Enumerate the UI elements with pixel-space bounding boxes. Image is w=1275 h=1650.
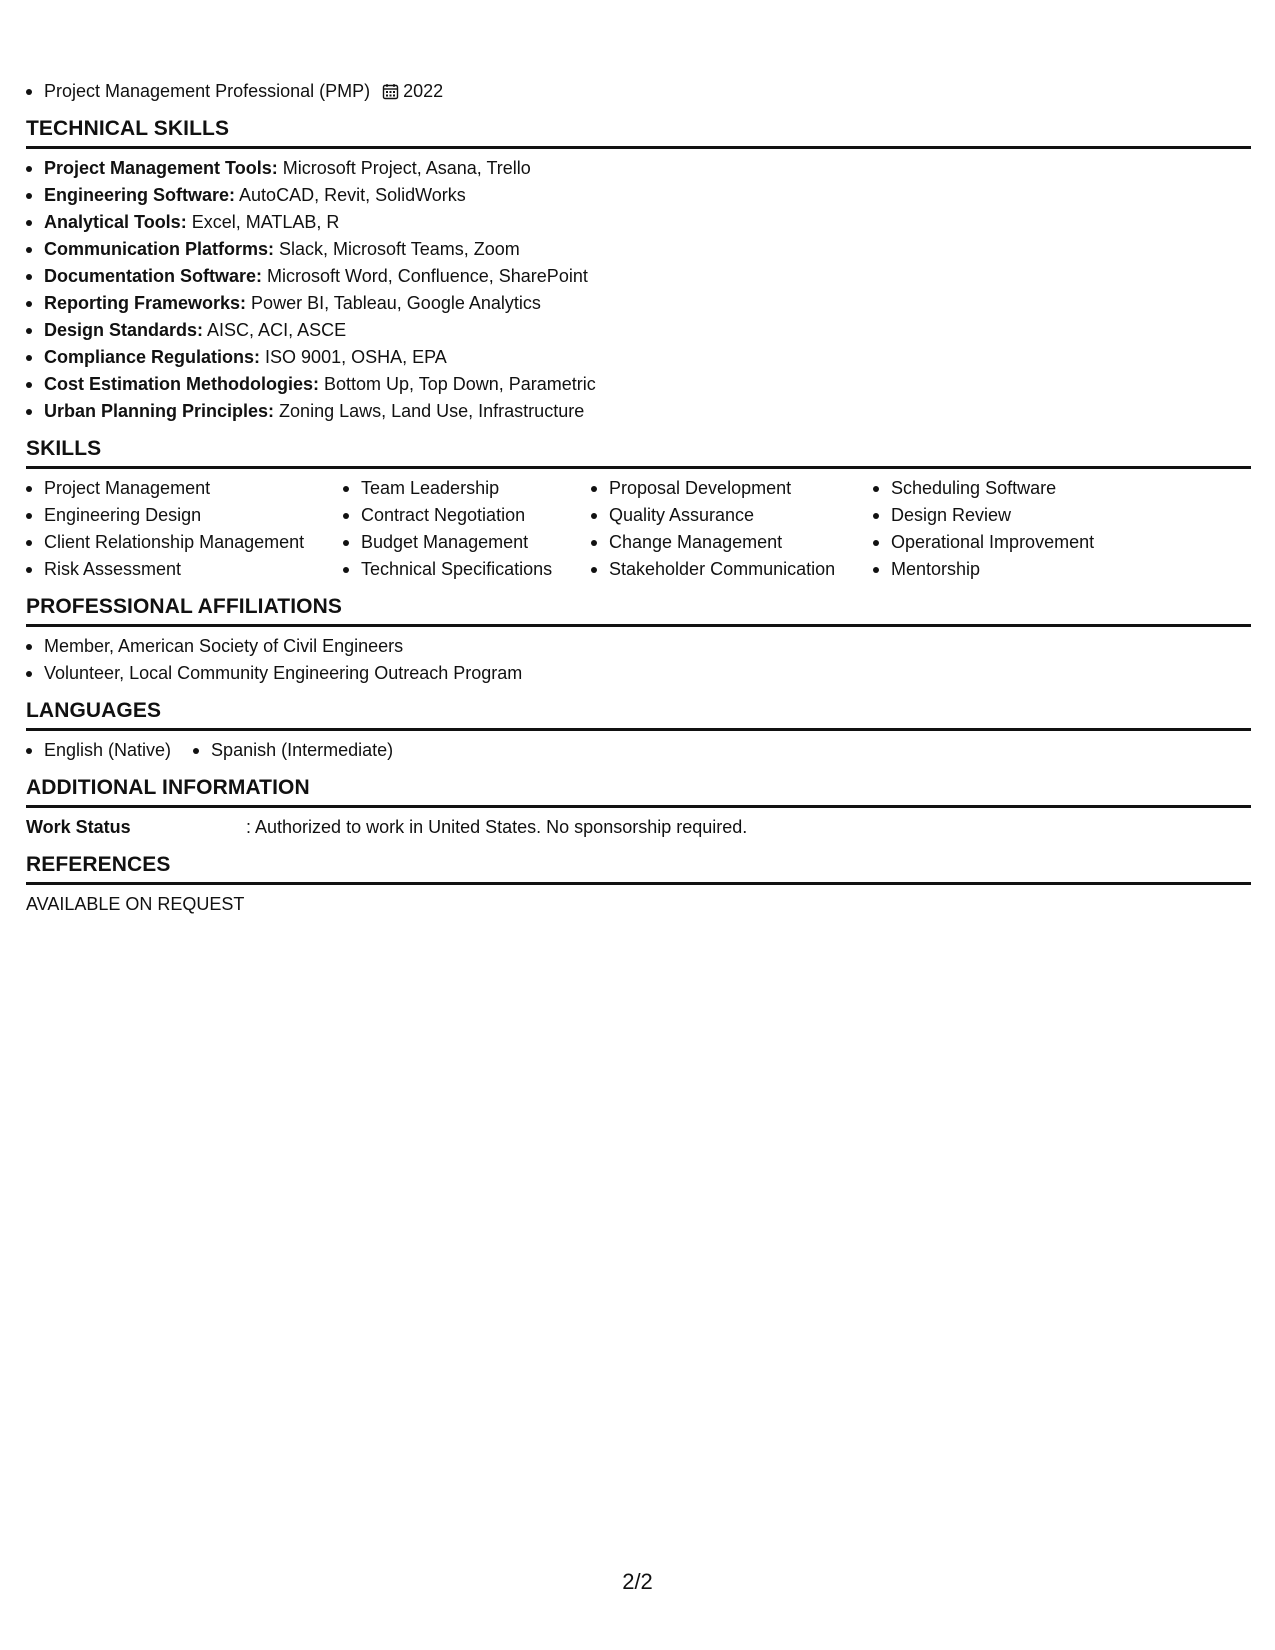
languages-section xyxy=(26,697,1251,764)
skills-column xyxy=(343,475,591,583)
skills-section xyxy=(26,435,1251,583)
technical-skill-label: Compliance Regulations: xyxy=(44,347,261,367)
technical-skills-section xyxy=(26,115,1251,425)
work-status-label: Work Status xyxy=(26,817,131,837)
affiliations-list xyxy=(26,633,1251,687)
skills-column xyxy=(591,475,873,583)
skill-item: Scheduling Software xyxy=(873,475,1153,502)
technical-skill-value: AutoCAD, Revit, SolidWorks xyxy=(235,185,466,205)
technical-skill-label: Project Management Tools: xyxy=(44,158,278,178)
affiliation-item: Member, American Society of Civil Engineers xyxy=(26,633,1251,660)
technical-skill-value: Excel, MATLAB, R xyxy=(186,212,340,232)
skill-item: Contract Negotiation xyxy=(343,502,591,529)
technical-skills-heading: TECHNICAL SKILLS xyxy=(26,115,1251,149)
technical-skill-label: Documentation Software: xyxy=(44,266,263,286)
skill-item: Operational Improvement xyxy=(873,529,1153,556)
language-item: Spanish (Intermediate) xyxy=(193,737,393,764)
skill-item: Proposal Development xyxy=(591,475,873,502)
skill-item: Technical Specifications xyxy=(343,556,591,583)
languages-list xyxy=(26,737,1251,764)
technical-skill-item xyxy=(26,371,1251,398)
skill-item: Team Leadership xyxy=(343,475,591,502)
skill-item: Client Relationship Management xyxy=(26,529,343,556)
certification-year: 2022 xyxy=(403,81,444,101)
technical-skill-value: ISO 9001, OSHA, EPA xyxy=(260,347,447,367)
technical-skill-label: Analytical Tools: xyxy=(44,212,187,232)
skill-item: Project Management xyxy=(26,475,343,502)
skill-item: Quality Assurance xyxy=(591,502,873,529)
certification-date xyxy=(382,78,443,105)
technical-skill-label: Urban Planning Principles: xyxy=(44,401,275,421)
skills-heading: SKILLS xyxy=(26,435,1251,469)
technical-skill-label: Cost Estimation Methodologies: xyxy=(44,374,320,394)
technical-skill-value: Power BI, Tableau, Google Analytics xyxy=(246,293,541,313)
skill-item: Budget Management xyxy=(343,529,591,556)
certification-name: Project Management Professional (PMP) xyxy=(44,81,371,101)
technical-skill-item xyxy=(26,155,1251,182)
technical-skill-value: Microsoft Project, Asana, Trello xyxy=(277,158,531,178)
technical-skills-list xyxy=(26,155,1251,425)
technical-skill-value: Bottom Up, Top Down, Parametric xyxy=(319,374,596,394)
affiliations-heading: PROFESSIONAL AFFILIATIONS xyxy=(26,593,1251,627)
technical-skill-label: Engineering Software: xyxy=(44,185,236,205)
technical-skill-label: Reporting Frameworks: xyxy=(44,293,247,313)
skill-item: Design Review xyxy=(873,502,1153,529)
additional-info-section xyxy=(26,774,1251,841)
skills-column xyxy=(873,475,1153,583)
technical-skill-item xyxy=(26,236,1251,263)
languages-heading: LANGUAGES xyxy=(26,697,1251,731)
page-number: 2/2 xyxy=(622,1569,653,1594)
technical-skill-item xyxy=(26,344,1251,371)
work-status-value: : Authorized to work in United States. No sponsorship required. xyxy=(246,817,748,837)
technical-skill-value: AISC, ACI, ASCE xyxy=(203,320,347,340)
technical-skill-value: Slack, Microsoft Teams, Zoom xyxy=(274,239,520,259)
skill-item: Change Management xyxy=(591,529,873,556)
skill-item: Mentorship xyxy=(873,556,1153,583)
technical-skill-item xyxy=(26,398,1251,425)
affiliation-item: Volunteer, Local Community Engineering Outreach Program xyxy=(26,660,1251,687)
resume-page xyxy=(26,78,1251,918)
technical-skill-value: Zoning Laws, Land Use, Infrastructure xyxy=(274,401,585,421)
skill-item: Risk Assessment xyxy=(26,556,343,583)
technical-skill-item xyxy=(26,317,1251,344)
additional-info-heading: ADDITIONAL INFORMATION xyxy=(26,774,1251,808)
skill-item: Engineering Design xyxy=(26,502,343,529)
certification-list xyxy=(26,78,1251,105)
work-status-row xyxy=(26,814,1251,841)
skills-column xyxy=(26,475,343,583)
technical-skill-item xyxy=(26,182,1251,209)
certification-item xyxy=(26,78,1251,105)
references-text: AVAILABLE ON REQUEST xyxy=(26,894,245,914)
language-item: English (Native) xyxy=(26,737,171,764)
technical-skill-item xyxy=(26,290,1251,317)
calendar-icon xyxy=(382,83,399,100)
technical-skill-label: Design Standards: xyxy=(44,320,204,340)
references-section xyxy=(26,851,1251,918)
skill-item: Stakeholder Communication xyxy=(591,556,873,583)
references-heading: REFERENCES xyxy=(26,851,1251,885)
affiliations-section xyxy=(26,593,1251,687)
technical-skill-label: Communication Platforms: xyxy=(44,239,275,259)
technical-skill-value: Microsoft Word, Confluence, SharePoint xyxy=(262,266,588,286)
technical-skill-item xyxy=(26,263,1251,290)
skills-grid xyxy=(26,475,1251,583)
technical-skill-item xyxy=(26,209,1251,236)
